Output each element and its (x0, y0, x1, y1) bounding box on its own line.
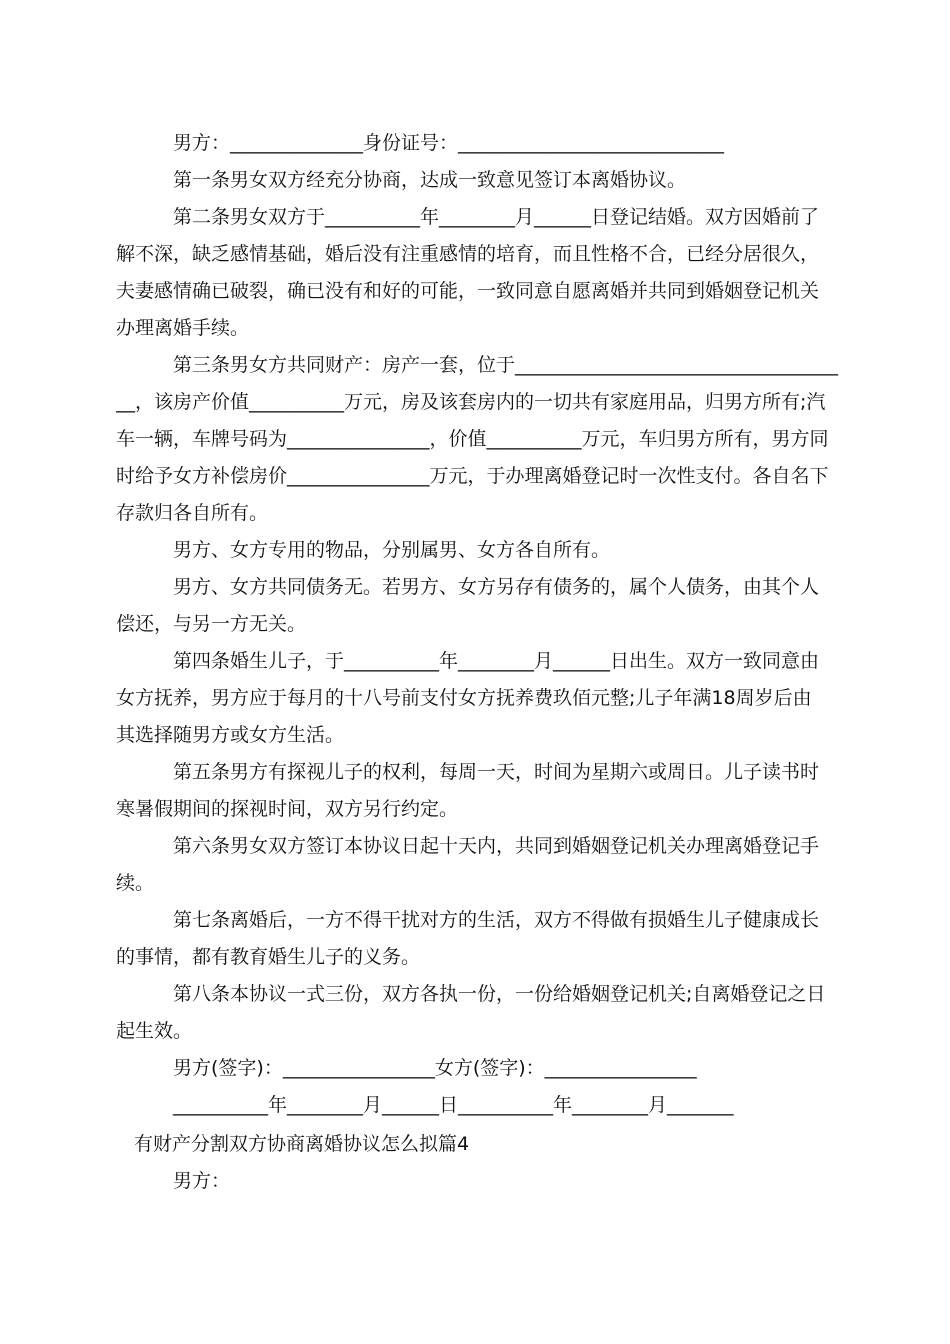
section-heading: 有财产分割双方协商离婚协议怎么拟篇4 (134, 1133, 470, 1155)
signature-line: 男方(签字)：________________女方(签字)：________________ (173, 1057, 697, 1079)
article-3-line-5: 存款归各自所有。 (116, 502, 269, 524)
article-3-line-4: 时给予女方补偿房价_______________万元，于办理离婚登记时一次性支付。各自名下 (116, 465, 829, 487)
debt-clause-line-2: 偿还，与另一方无关。 (116, 613, 307, 635)
article-2-line-4: 办理离婚手续。 (116, 317, 250, 339)
article-4-line-2: 女方抚养，男方应于每月的十八号前支付女方抚养费玖佰元整;儿子年满18周岁后由 (116, 687, 812, 709)
article-6-line-1: 第六条男女双方签订本协议日起十天内，共同到婚姻登记机关办理离婚登记手 (173, 835, 820, 857)
date-line: __________年________月______日__________年________月_______ (173, 1094, 734, 1116)
article-3-line-2: __，该房产价值__________万元，房及该套房内的一切共有家庭用品，归男方所有;汽 (116, 391, 826, 413)
article-1: 第一条男女双方经充分协商，达成一致意见签订本离婚协议。 (173, 169, 687, 191)
article-7-line-1: 第七条离婚后，一方不得干扰对方的生活，双方不得做有损婚生儿子健康成长 (173, 909, 820, 931)
article-7-line-2: 的事情，都有教育婚生儿子的义务。 (116, 946, 421, 968)
article-8-line-2: 起生效。 (116, 1020, 193, 1042)
article-5-line-2: 寒暑假期间的探视时间，双方另行约定。 (116, 798, 459, 820)
article-5-line-1: 第五条男方有探视儿子的权利，每周一天，时间为星期六或周日。儿子读书时 (173, 761, 820, 783)
male-party-line: 男方： (173, 1170, 231, 1192)
article-2-line-2: 解不深，缺乏感情基础，婚后没有注重感情的培育，而且性格不合，已经分居很久， (116, 243, 820, 265)
male-party-id-line: 男方：______________身份证号：____________________________ (173, 132, 725, 154)
article-3-line-3: 车一辆，车牌号码为_______________，价值__________万元，车归男方所有，男方同 (116, 428, 829, 450)
article-3-line-1: 第三条男女方共同财产：房产一套，位于__________________________________ (173, 354, 839, 376)
article-6-line-2: 续。 (116, 872, 155, 894)
article-2-line-1: 第二条男女双方于__________年________月______日登记结婚。双方因婚前了 (173, 206, 820, 228)
article-4-line-1: 第四条婚生儿子，于__________年________月______日出生。双方一致同意由 (173, 650, 820, 672)
personal-items-clause: 男方、女方专用的物品，分别属男、女方各自所有。 (173, 539, 611, 561)
article-8-line-1: 第八条本协议一式三份，双方各执一份，一份给婚姻登记机关;自离婚登记之日 (173, 983, 826, 1005)
article-4-line-3: 其选择随男方或女方生活。 (116, 724, 345, 746)
debt-clause-line-1: 男方、女方共同债务无。若男方、女方另存有债务的，属个人债务，由其个人 (173, 576, 820, 598)
article-2-line-3: 夫妻感情确已破裂，确已没有和好的可能，一致同意自愿离婚并共同到婚姻登记机关 (116, 280, 820, 302)
